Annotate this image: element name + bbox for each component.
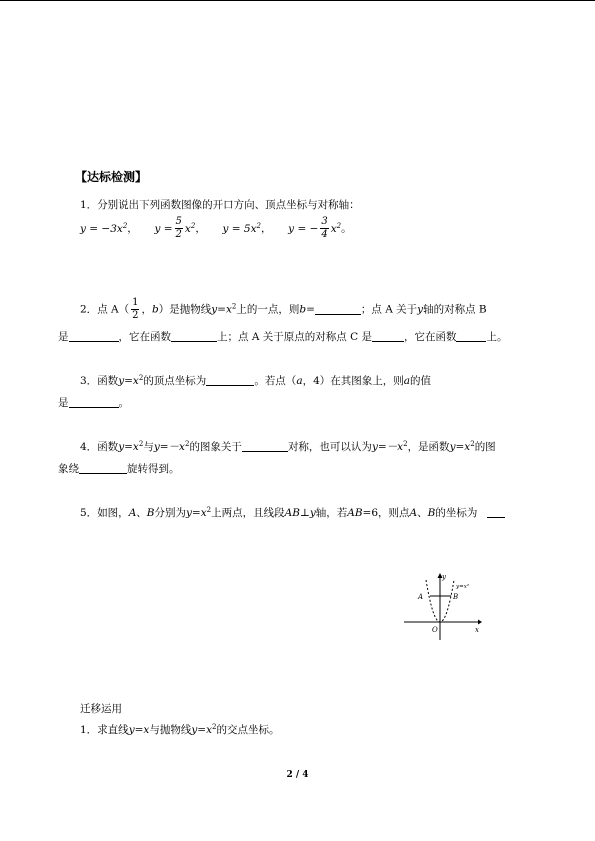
parabola-figure [404,572,482,642]
question-1-formulas: $y = -3x^2$， y = $\frac{5}{2}$ $x^2$， $y = 5x^2$， y = − $\frac{3}{4}$ $x^2$。 [80,216,352,240]
answer-blank[interactable] [79,462,127,474]
question-1 [80,199,360,212]
answer-blank[interactable] [171,330,217,342]
question-4: 4．函数$y=x^2$与$y=-x^2$的图象关于 对称，也可以认为$y=-x^2$，是函数$y=x^2$的图 [80,440,496,453]
formula-4: y = − $\frac{3}{4}$ $x^2$ [288,216,342,240]
curve-label: y=x² [456,584,470,590]
question-2-line-2: 是 ，它在函数 上；点 A 关于原点的对称点 C 是 ，它在函数 上。 [58,331,508,343]
origin-label: O [432,626,438,634]
answer-blank[interactable] [487,506,505,518]
question-number: 1． [80,199,98,211]
point-a-label: A [418,593,424,601]
transfer-heading: 迁移运用 [80,703,122,715]
answer-blank[interactable] [372,330,404,342]
formula-1: $y = -3x^2$ [80,221,128,235]
answer-blank[interactable] [242,440,288,452]
formula-2: y = $\frac{5}{2}$ $x^2$ [154,216,196,240]
point-b-label: B [453,593,459,601]
answer-blank[interactable] [315,303,361,315]
answer-blank[interactable] [206,374,254,386]
header-rule [0,0,595,1]
answer-blank[interactable] [456,330,486,342]
question-4-line-2: 象绕 旋转得到。 [58,463,180,475]
question-3-line-2: 是 。 [58,397,129,409]
question-text: 分别说出下列函数图像的开口方向、顶点坐标与对称轴： [97,199,360,211]
question-3: 3．函数$y=x^2$的顶点坐标为 。若点（a，4）在其图象上，则a的值 [80,374,432,387]
y-axis-label: y [442,573,446,581]
x-axis-label: x [475,626,479,634]
x-axis-arrow [478,620,482,625]
answer-blank[interactable] [69,330,119,342]
section-title: 【达标检测】 [75,170,148,184]
transfer-question-1: 1．求直线y=x与抛物线$y=x^2$的交点坐标。 [80,723,280,736]
answer-blank[interactable] [69,396,119,408]
question-2: 2．点 A（ $\frac{1}{2}$ ，b）是抛物线$y=x^2$上的一点，则b= ；点 A 关于y轴的对称点 B [80,297,487,321]
formula-3: $y = 5x^2$ [222,221,261,235]
page-number: 2 / 4 [286,770,309,780]
question-5: 5．如图，A、B分别为$y=x^2$上两点，且线段AB⊥y轴，若AB=6，则点A、B的坐标为 [80,506,505,520]
